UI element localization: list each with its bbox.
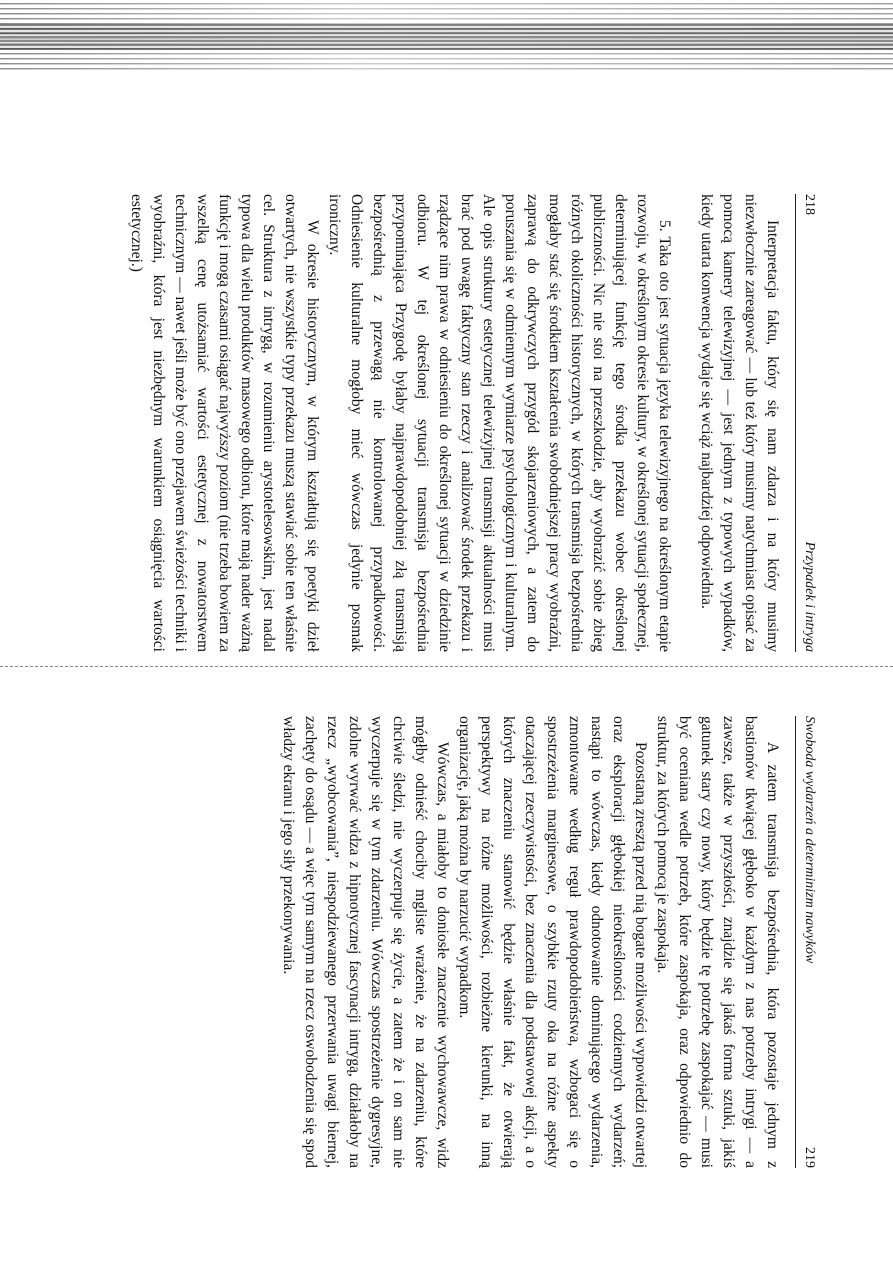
paragraph: W okresie historycznym, w którym kształtują się poetyki dzieł otwartych, nie wszystkie typy przekazu muszą stawiać sobie ten właśnie cel. Struktura z intrygą, w rozumieniu arystotelesowskim, jest nadal typowa dla wielu produktów masowego odbioru, które mają nader ważną funkcję i mogą czasami osiągać najwyższy poziom (nie trzeba bowiem za wszelką cenę utożsamiać wartości estetycznej z nowatorstwem technicznym — nawet jeśli może być ono przejawem świeżości techniki i wyobraźni, która jest niezbędnym warunkiem osiągnięcia wartości estetycznej.) bbox=[128, 194, 321, 652]
paragraph: 5. Taka oto jest sytuacja języka telewizyjnego na określonym etapie rozwoju, w określonym okresie kultury, w określonej sytuacji społecznej, determinującej funkcję tego środka przekazu wobec określonej publiczności. Nic nie stoi na przeszkodzie, aby wyobrazić sobie zbieg różnych okoliczności historycznych, w których transmisja bezpośrednia mogłaby stać się środkiem kształcenia swobodniejszej pracy wyobraźni, zaprawą do odkrywczych przygód skojarzeniowych, a zatem do poruszania się w odmiennym wymiarze psychologicznym i kulturalnym. Ale opis struktury estetycznej telewizyjnej transmisji aktualności musi brać pod uwagę faktyczny stan rzeczy i analizować środek przekazu i rządzące nim prawa w odniesieniu do określonej sytuacji w dziedzinie odbioru. W tej określonej sytuacji transmisja bezpośrednia przypominająca Przygodę byłaby najprawdopodobniej złą transmisją bezpośrednią z przewagą nie kontrolowanej przypadkowości. Odniesienie kulturalne mogłoby mieć wówczas jedynie posmak ironiczny. bbox=[326, 194, 673, 652]
page-number: 219 bbox=[802, 1147, 817, 1168]
running-head: Przypadek i intryga bbox=[802, 541, 817, 652]
paragraph: Wówczas, a miałoby to doniosłe znaczenie wychowawcze, widz mógłby odnieść chociby mgliste wrażenie, że na zdarzeniu, które chciwie śledzi, nie wyczerpuje się życie, a zatem że i on sam nie wyczerpuje się w tym zdarzeniu. Wówczas spostrzeżenie dygresyjne, zdolne wyrwać widza z hipnotycznej fascynacji intrygą, działałoby na rzecz „wyobcowania”, niespodziewanego przerwania uwagi biernej, zachęty do osądu — a więc tym samym na rzecz oswobodzenia się spod władzy ekranu i jego siły przekonywania. bbox=[280, 716, 451, 1168]
paragraph: Pozostaną zresztą przed nią bogate możliwości wypowiedzi otwartej oraz eksploracji głębokiej nieokreśloności codziennych wydarzeń; nastąpi to wówczas, kiedy odnotowanie dominującego wydarzenia, zmontowane według reguł prawdopodobieństwa, wzbogaci się o spostrzeżenia marginesowe, o szybkie rzuty oka na różne aspekty otaczającej rzeczywistości, bez znaczenia dla podstawowej akcji, a o których znaczeniu stanowić będzie właśnie fakt, że otwierają perspektywy na różne możliwości, rozbieżne kierunki, na inną organizację, jaką można by narzucić wypadkom. bbox=[456, 716, 649, 1168]
page-header bbox=[795, 716, 820, 1168]
page-fold-divider bbox=[0, 666, 893, 667]
running-head: Swoboda wydarzeń a determinizm nawyków bbox=[802, 716, 817, 964]
paragraph: A zatem transmisja bezpośrednia, która pozostaje jednym z bastionów tkwiącej głęboko w każdym z nas potrzeby intrygi — a zawsze, także w przyszłości, znajdzie się jakaś forma sztuki, jakiś gatunek stary czy nowy, który będzie tę potrzebę zaspokajać — musi być oceniana wedle potrzeb, które zaspokaja, oraz odpowiednio do struktur, za których pomocą je zaspokaja. bbox=[654, 716, 781, 1168]
page-number: 218 bbox=[802, 194, 817, 215]
section-gap bbox=[675, 194, 695, 652]
page-219 bbox=[260, 716, 820, 1168]
page-218 bbox=[92, 194, 820, 652]
page-header bbox=[795, 194, 820, 652]
paragraph: Interpretacja faktu, który się nam zdarza i na który musimy niezwłocznie zareagować — lub też który musimy natychmiast opisać za pomocą kamery telewizyjnej — jest jednym z typowych wypadków, kiedy utarta konwencja wydaje się wciąż najbardziej odpowiednia. bbox=[698, 194, 781, 652]
scan-artifact-dark-band bbox=[0, 24, 893, 50]
